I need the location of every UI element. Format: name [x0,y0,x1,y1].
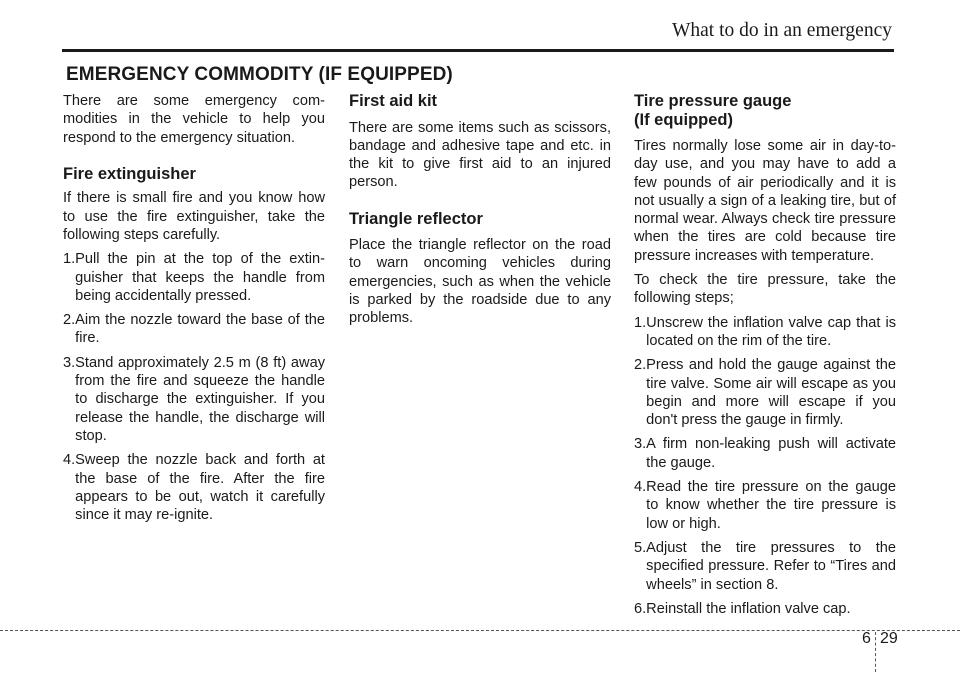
step-text: Read the tire pressure on the gauge to know whether the tire pressure is low or high. [646,479,896,532]
header-rule [62,49,894,52]
step-number: 6. [634,600,647,617]
triangle-reflector-heading: Triangle reflector [349,209,483,228]
tire-pressure-steps [634,314,896,618]
step-text: Adjust the tire pressures to the specified pressure. Refer to “Tires and wheels” in section 8. [646,539,896,593]
running-header: What to do in an emergency [671,20,892,41]
page-number-divider [875,632,876,672]
step-number: 2. [634,357,647,374]
tire-pressure-paragraph-2: To check the tire pressure, take the following steps; [634,272,896,307]
tire-pressure-paragraph-1: Tires normally lose some air in day-to-day use, and you may have to add a few pounds of air periodically and it is not usually a sign of a leaking tire, but of normal wear. Always check tire pressure when the tires are cold because tire pressure increases with temperature. [634,138,896,264]
heading-line-2: (If equipped) [634,110,733,129]
tire-step-6 [634,600,896,618]
step-text: Pull the pin at the top of the extinguisher that keeps the handle from being accidentally pressed. [75,251,325,304]
fire-extinguisher-steps [63,250,325,524]
fire-step-4 [63,451,325,524]
step-number: 3. [634,436,647,453]
step-text: Reinstall the inflation valve cap. [646,600,851,617]
step-number: 3. [63,354,76,371]
step-number: 4. [634,479,647,496]
heading-line-1: Tire pressure gauge [634,92,792,110]
section-title: EMERGENCY COMMODITY (IF EQUIPPED) [66,64,453,85]
step-text: Sweep the nozzle back and forth at the base of the fire. After the fire appears to be out, watch it carefully since it may re-ignite. [75,452,325,524]
fire-step-1 [63,250,325,305]
step-number: 4. [63,452,76,469]
step-number: 1. [634,314,647,331]
fire-step-3 [63,354,325,445]
triangle-reflector-text: Place the triangle reflector on the road to warn oncoming vehicles during emergencies, such as when the vehicle is parked by the roadside due to any problems. [349,237,611,327]
page-number: 29 [880,630,898,647]
tire-step-2 [634,356,896,429]
step-number: 1. [63,251,76,268]
tire-step-3 [634,435,896,472]
column-left [63,92,325,524]
step-text: Unscrew the inflation valve cap that is located on the rim of the tire. [646,314,896,349]
tire-pressure-gauge-heading [634,92,896,129]
step-number: 5. [634,539,647,556]
fire-extinguisher-intro: If there is small fire and you know how to use the fire extinguisher, take the following steps carefully. [63,190,325,243]
first-aid-kit-heading: First aid kit [349,92,438,110]
fire-step-2 [63,311,325,348]
tire-step-4 [634,478,896,533]
step-text: Stand approximately 2.5 m (8 ft) away from the fire and squeeze the handle to discharge the extinguisher. If you release the handle, the discharge will stop. [75,354,325,444]
intro-paragraph: There are some emergency commodities in the vehicle to help you respond to the emergency situation. [63,93,325,146]
first-aid-kit-text: There are some items such as scissors, bandage and adhesive tape and etc. in the kit to give first aid to an injured person. [349,119,611,191]
step-number: 2. [63,312,76,329]
footer-rule [0,630,960,631]
step-text: Aim the nozzle toward the base of the fire. [75,312,325,347]
fire-extinguisher-heading: Fire extinguisher [63,164,196,183]
chapter-number: 6 [862,630,871,647]
column-right [634,92,896,618]
step-text: A firm non-leaking push will activate the gauge. [646,436,896,471]
tire-step-5 [634,539,896,594]
tire-step-1 [634,314,896,351]
column-middle [349,92,611,328]
step-text: Press and hold the gauge against the tire valve. Some air will escape as you begin and more will escape if you don't press the gauge in firmly. [646,357,896,429]
